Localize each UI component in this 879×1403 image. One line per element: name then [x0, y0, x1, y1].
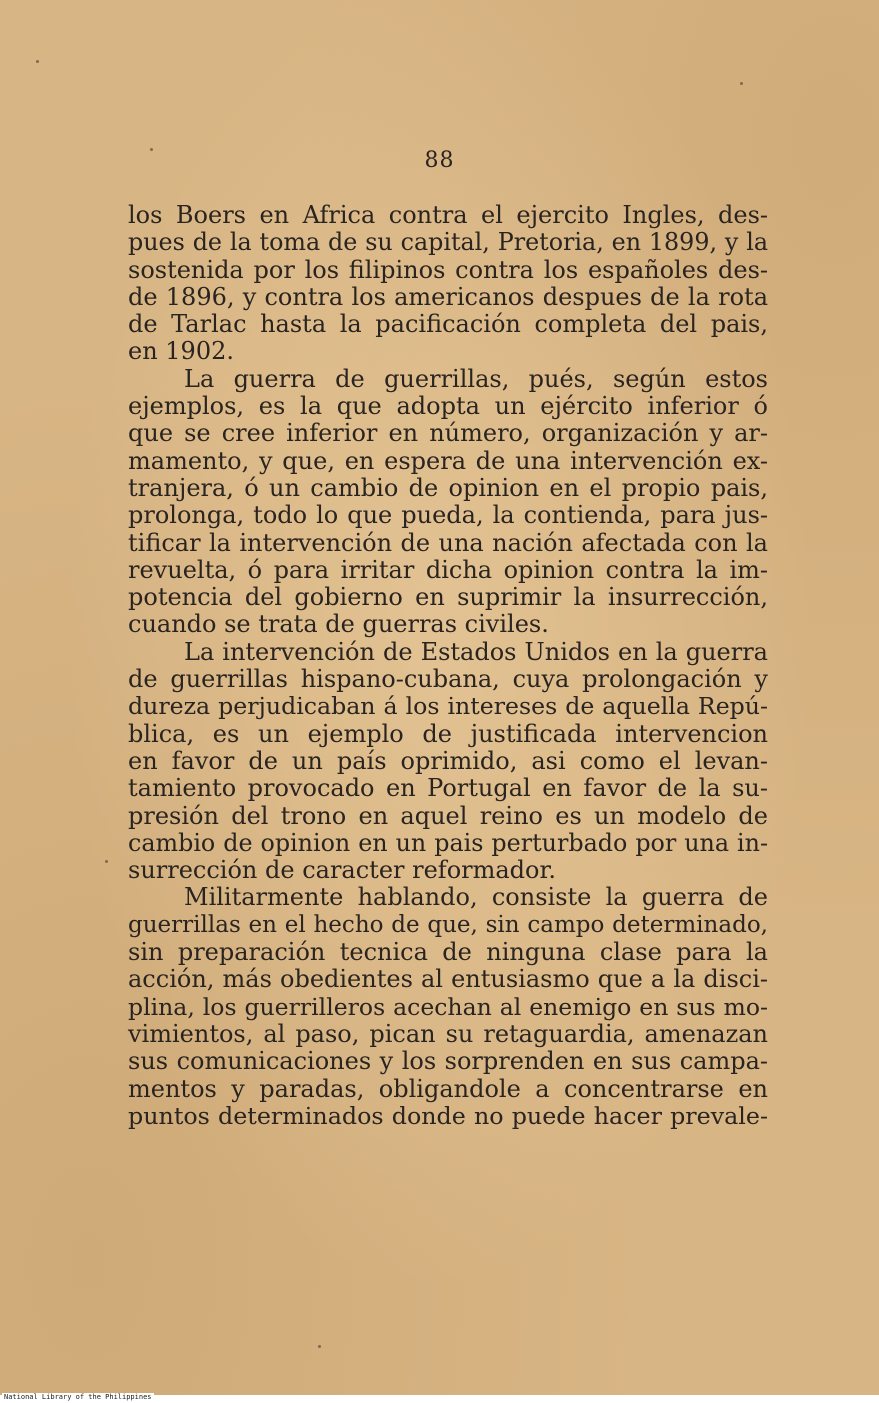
- text-line: cambio de opinion en un pais perturbado por una in-: [128, 828, 768, 857]
- text-line: vimientos, al paso, pican su retaguardia, amenazan: [128, 1019, 768, 1048]
- text-line: puntos determinados donde no puede hacer prevale-: [128, 1101, 768, 1130]
- text-line: guerrillas en el hecho de que, sin campo determinado,: [128, 911, 768, 938]
- body-text: [128, 202, 768, 1130]
- text-line: ejemplos, es la que adopta un ejército inferior ó: [128, 392, 768, 421]
- text-line: que se cree inferior en número, organización y ar-: [128, 419, 768, 448]
- text-line: acción, más obedientes al entusiasmo que a la disci-: [128, 965, 768, 994]
- text-line: potencia del gobierno en suprimir la insurrección,: [128, 583, 768, 612]
- text-line: pues de la toma de su capital, Pretoria, en 1899, y la: [128, 228, 768, 257]
- text-line: presión del trono en aquel reino es un modelo de: [128, 801, 768, 830]
- paragraph-4: [128, 884, 768, 1130]
- text-line: sin preparación tecnica de ninguna clase para la: [128, 938, 768, 967]
- text-line: cuando se trata de guerras civiles.: [128, 610, 549, 639]
- text-line: mentos y paradas, obligandole a concentrarse en: [128, 1074, 768, 1103]
- text-line: Militarmente hablando, consiste la guerra de: [184, 883, 768, 912]
- text-line: tificar la intervención de una nación afectada con la: [128, 528, 768, 557]
- paragraph-1: [128, 202, 768, 366]
- text-line: tranjera, ó un cambio de opinion en el propio pais,: [128, 473, 768, 502]
- text-line: revuelta, ó para irritar dicha opinion contra la im-: [128, 555, 768, 584]
- page-number: 88: [424, 148, 455, 173]
- paragraph-3: [128, 639, 768, 885]
- text-line: de Tarlac hasta la pacificación completa del pais,: [128, 310, 768, 339]
- text-line: de 1896, y contra los americanos despues de la rota: [128, 282, 768, 311]
- text-line: plina, los guerrilleros acechan al enemigo en sus mo-: [128, 992, 768, 1021]
- text-line: dureza perjudicaban á los intereses de aquella Repú-: [128, 692, 768, 721]
- text-line: blica, es un ejemplo de justificada intervencion: [128, 719, 768, 748]
- text-line: La intervención de Estados Unidos en la guerra: [184, 637, 768, 666]
- text-line: en 1902.: [128, 337, 234, 366]
- text-line: en favor de un país oprimido, asi como el levan-: [128, 746, 768, 775]
- text-line: La guerra de guerrillas, pués, según estos: [184, 364, 768, 393]
- text-line: mamento, y que, en espera de una intervención ex-: [128, 446, 768, 475]
- text-line: surrección de caracter reformador.: [128, 856, 556, 885]
- text-line: tamiento provocado en Portugal en favor de la su-: [128, 774, 768, 803]
- text-line: de guerrillas hispano-cubana, cuya prolongación y: [128, 665, 768, 694]
- text-line: los Boers en Africa contra el ejercito Ingles, des-: [128, 201, 768, 229]
- paragraph-2: [128, 366, 768, 639]
- text-line: sus comunicaciones y los sorprenden en sus campa-: [128, 1047, 768, 1076]
- text-line: sostenida por los filipinos contra los españoles des-: [128, 255, 768, 284]
- footer-credit: National Library of the Philippines: [4, 1393, 152, 1401]
- text-line: prolonga, todo lo que pueda, la contienda, para jus-: [128, 501, 768, 530]
